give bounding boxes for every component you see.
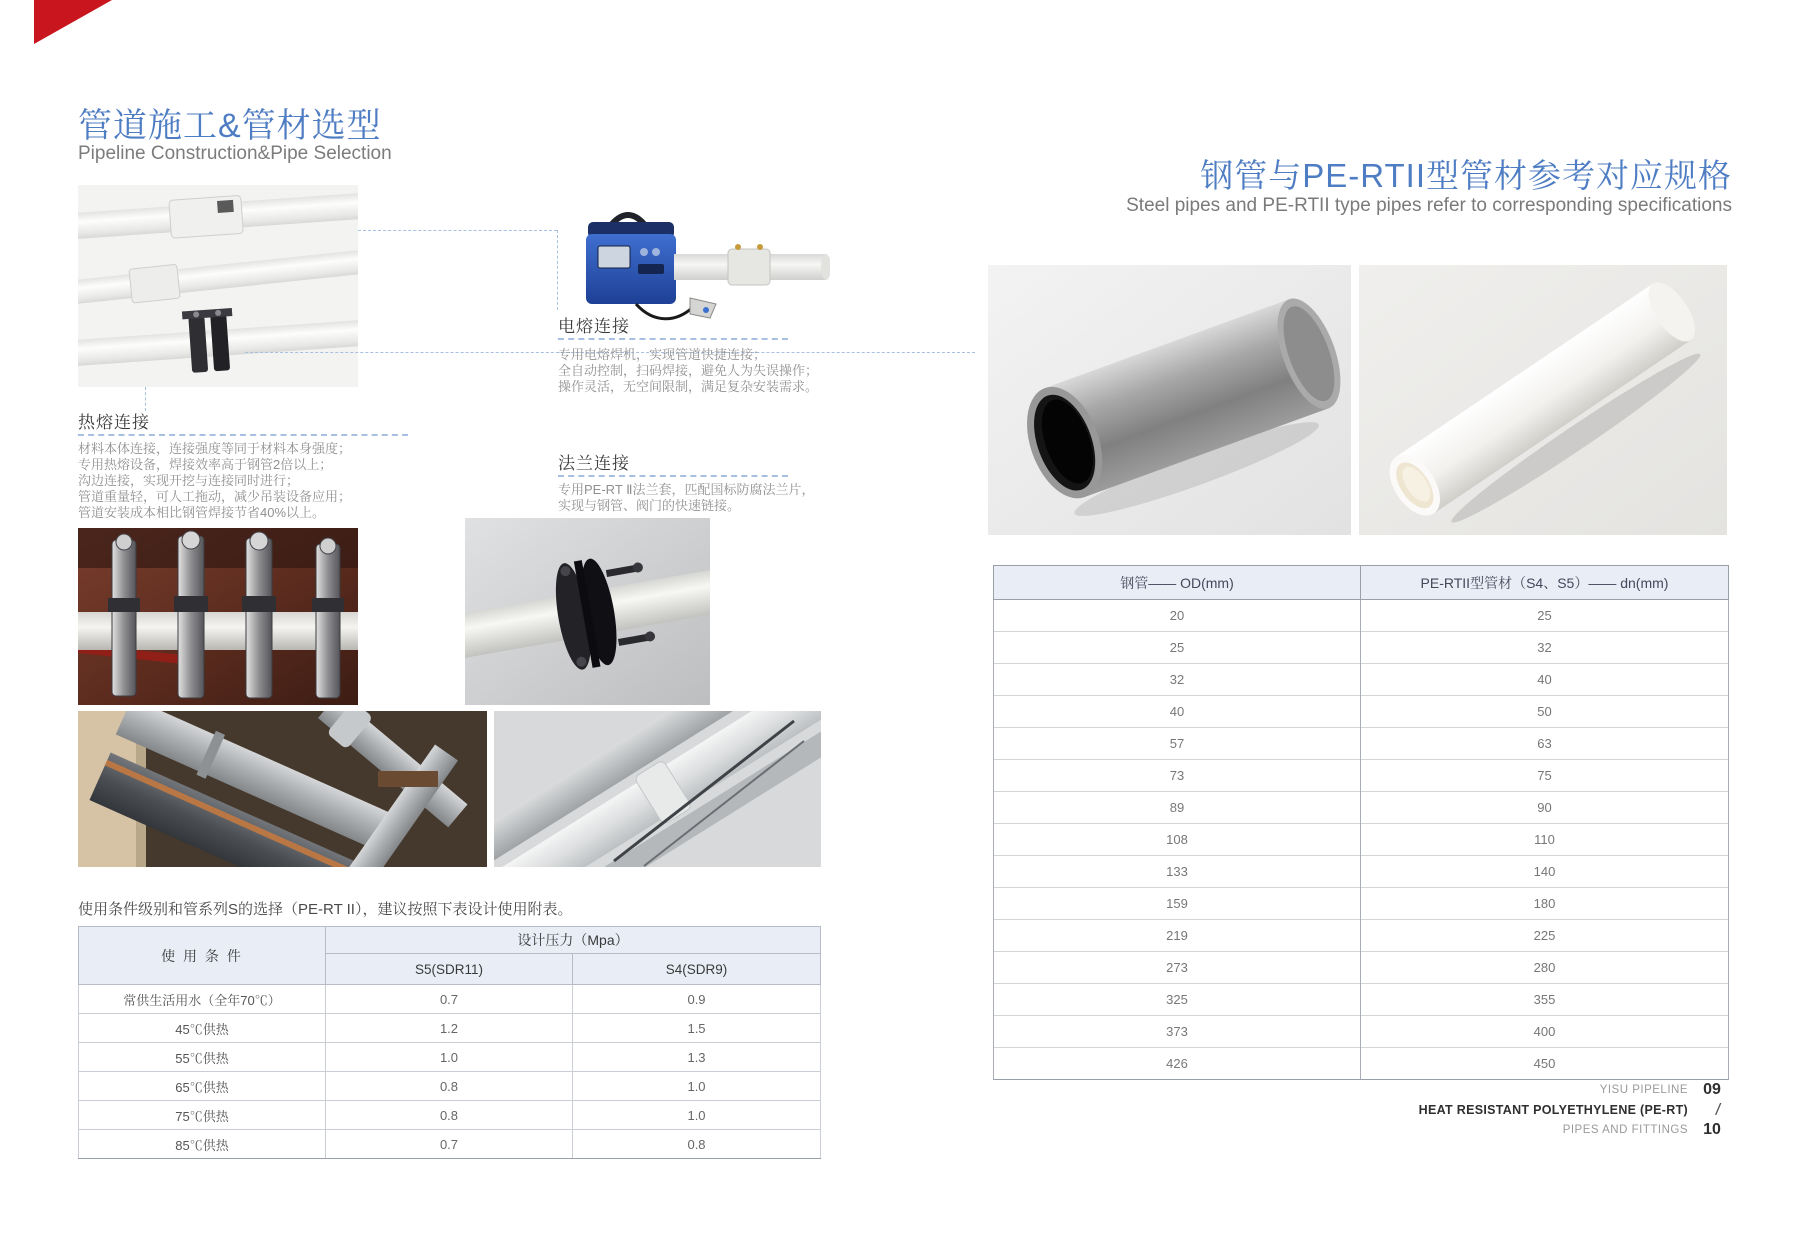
- s4-cell: 1.0: [573, 1101, 821, 1130]
- table-row: [994, 760, 1729, 792]
- footer-product-line: HEAT RESISTANT POLYETHYLENE (PE-RT): [1418, 1103, 1688, 1117]
- od-cell: 219: [994, 920, 1361, 952]
- photo-butt-fusion-machine: [78, 528, 358, 705]
- condition-cell: 85℃供热: [79, 1130, 326, 1159]
- page-title-left: 管道施工&管材选型: [78, 107, 382, 145]
- condition-cell: 常供生活用水（全年70℃）: [79, 985, 326, 1014]
- od-cell: 273: [994, 952, 1361, 984]
- od-cell: 57: [994, 728, 1361, 760]
- od-cell: 32: [994, 664, 1361, 696]
- corner-triangle-decoration: [34, 0, 112, 44]
- section-text-line: 专用PE-RT Ⅱ法兰套，匹配国标防腐法兰片，: [558, 482, 815, 497]
- section-text-line: 专用热熔设备，焊接效率高于钢管2倍以上；: [78, 457, 333, 472]
- table-row: [79, 1072, 821, 1101]
- table-row: [994, 728, 1729, 760]
- page-subtitle-right: Steel pipes and PE-RTII type pipes refer to corresponding specifications: [1126, 195, 1732, 216]
- dn-cell: 450: [1361, 1048, 1729, 1080]
- s4-cell: 1.0: [573, 1072, 821, 1101]
- table-row: [994, 600, 1729, 632]
- section-text-line: 操作灵活，无空间限制，满足复杂安装需求。: [558, 379, 819, 394]
- od-cell: 373: [994, 1016, 1361, 1048]
- dn-cell: 90: [1361, 792, 1729, 824]
- table-row: [994, 1048, 1729, 1080]
- od-cell: 25: [994, 632, 1361, 664]
- spec-table: [993, 565, 1729, 1080]
- section-text-line: 沟边连接，实现开挖与连接同时进行；: [78, 473, 300, 488]
- section-text-line: 全自动控制，扫码焊接，避免人为失误操作；: [558, 363, 819, 378]
- s5-cell: 0.7: [326, 1130, 573, 1159]
- footer-page-number-bottom: 10: [1703, 1121, 1721, 1138]
- connector-line-top: [358, 230, 557, 231]
- table-row: [79, 1130, 821, 1159]
- footer-brand: YISU PIPELINE: [1599, 1084, 1688, 1096]
- page-footer: [1419, 1080, 1732, 1140]
- table-row: [79, 1043, 821, 1072]
- table-row: [79, 985, 821, 1014]
- pressure-table-group-header: 设计压力（Mpa）: [326, 927, 821, 954]
- table-row: [994, 888, 1729, 920]
- s5-cell: 0.7: [326, 985, 573, 1014]
- table-row: [994, 984, 1729, 1016]
- spec-table-header-dn: PE-RTII型管材（S4、S5）—— dn(mm): [1361, 566, 1729, 600]
- s4-cell: 1.3: [573, 1043, 821, 1072]
- section-text-flange: [558, 482, 815, 514]
- table-row: [994, 566, 1729, 600]
- dn-cell: 40: [1361, 664, 1729, 696]
- s4-cell: 0.8: [573, 1130, 821, 1159]
- od-cell: 20: [994, 600, 1361, 632]
- table-row: [994, 1016, 1729, 1048]
- dn-cell: 225: [1361, 920, 1729, 952]
- photo-flange-joint: [465, 518, 710, 705]
- table-row: [79, 1101, 821, 1130]
- pressure-table-subheader-s5: S5(SDR11): [326, 954, 573, 985]
- table-row: [994, 664, 1729, 696]
- s5-cell: 1.0: [326, 1043, 573, 1072]
- pressure-table-note: 使用条件级别和管系列S的选择（PE-RT II），建议按照下表设计使用附表。: [78, 901, 573, 918]
- table-row: [994, 824, 1729, 856]
- s5-cell: 0.8: [326, 1101, 573, 1130]
- s4-cell: 1.5: [573, 1014, 821, 1043]
- table-row: [994, 632, 1729, 664]
- dn-cell: 75: [1361, 760, 1729, 792]
- section-underline: [558, 475, 788, 477]
- table-row: [994, 856, 1729, 888]
- section-label-flange: 法兰连接: [558, 454, 630, 473]
- photo-pipes-with-fittings: [78, 185, 358, 387]
- condition-cell: 75℃供热: [79, 1101, 326, 1130]
- s4-cell: 0.9: [573, 985, 821, 1014]
- condition-cell: 55℃供热: [79, 1043, 326, 1072]
- condition-cell: 65℃供热: [79, 1072, 326, 1101]
- section-text-hot-melt: [78, 441, 351, 521]
- s5-cell: 1.2: [326, 1014, 573, 1043]
- dn-cell: 180: [1361, 888, 1729, 920]
- od-cell: 40: [994, 696, 1361, 728]
- dn-cell: 110: [1361, 824, 1729, 856]
- od-cell: 108: [994, 824, 1361, 856]
- od-cell: 325: [994, 984, 1361, 1016]
- photo-rooftop-pipes: [494, 711, 821, 867]
- od-cell: 426: [994, 1048, 1361, 1080]
- od-cell: 73: [994, 760, 1361, 792]
- table-row: [79, 927, 821, 954]
- table-row: [994, 792, 1729, 824]
- dn-cell: 32: [1361, 632, 1729, 664]
- dn-cell: 50: [1361, 696, 1729, 728]
- footer-page-number-top: 09: [1703, 1081, 1721, 1098]
- footer-category: PIPES AND FITTINGS: [1562, 1124, 1688, 1136]
- table-row: [994, 952, 1729, 984]
- section-text-line: 实现与钢管、阀门的快速链接。: [558, 498, 741, 513]
- od-cell: 133: [994, 856, 1361, 888]
- dn-cell: 140: [1361, 856, 1729, 888]
- photo-pert-white-pipe: [1359, 265, 1727, 535]
- od-cell: 89: [994, 792, 1361, 824]
- pressure-table-subheader-s4: S4(SDR9): [573, 954, 821, 985]
- page-subtitle-left: Pipeline Construction&Pipe Selection: [78, 143, 392, 164]
- photo-steel-pipe: [988, 265, 1351, 535]
- s5-cell: 0.8: [326, 1072, 573, 1101]
- dn-cell: 63: [1361, 728, 1729, 760]
- section-text-electrofusion: [558, 347, 818, 395]
- table-row: [994, 920, 1729, 952]
- section-text-line: 专用电熔焊机，实现管道快捷连接；: [558, 347, 767, 362]
- table-row: [994, 696, 1729, 728]
- connector-line-vertical: [557, 230, 558, 310]
- page-title-right: 钢管与PE-RTII型管材参考对应规格: [1200, 157, 1732, 194]
- section-label-hot-melt: 热熔连接: [78, 413, 150, 432]
- section-text-line: 管道安装成本相比钢管焊接节省40%以上。: [78, 505, 326, 520]
- dn-cell: 400: [1361, 1016, 1729, 1048]
- section-underline: [78, 434, 408, 436]
- table-row: [79, 1014, 821, 1043]
- section-label-electrofusion: 电熔连接: [558, 317, 630, 336]
- section-text-line: 管道重量轻，可人工拖动，减少吊装设备应用；: [78, 489, 352, 504]
- pressure-table: [78, 926, 821, 1159]
- dn-cell: 25: [1361, 600, 1729, 632]
- section-text-line: 材料本体连接，连接强度等同于材料本身强度；: [78, 441, 352, 456]
- spec-table-header-od: 钢管—— OD(mm): [994, 566, 1361, 600]
- dn-cell: 355: [1361, 984, 1729, 1016]
- footer-slash-divider: /: [1714, 1099, 1722, 1120]
- section-underline: [558, 338, 788, 340]
- condition-cell: 45℃供热: [79, 1014, 326, 1043]
- photo-insulated-pipes: [78, 711, 487, 867]
- od-cell: 159: [994, 888, 1361, 920]
- pressure-table-condition-header: 使 用 条 件: [79, 927, 326, 985]
- dn-cell: 280: [1361, 952, 1729, 984]
